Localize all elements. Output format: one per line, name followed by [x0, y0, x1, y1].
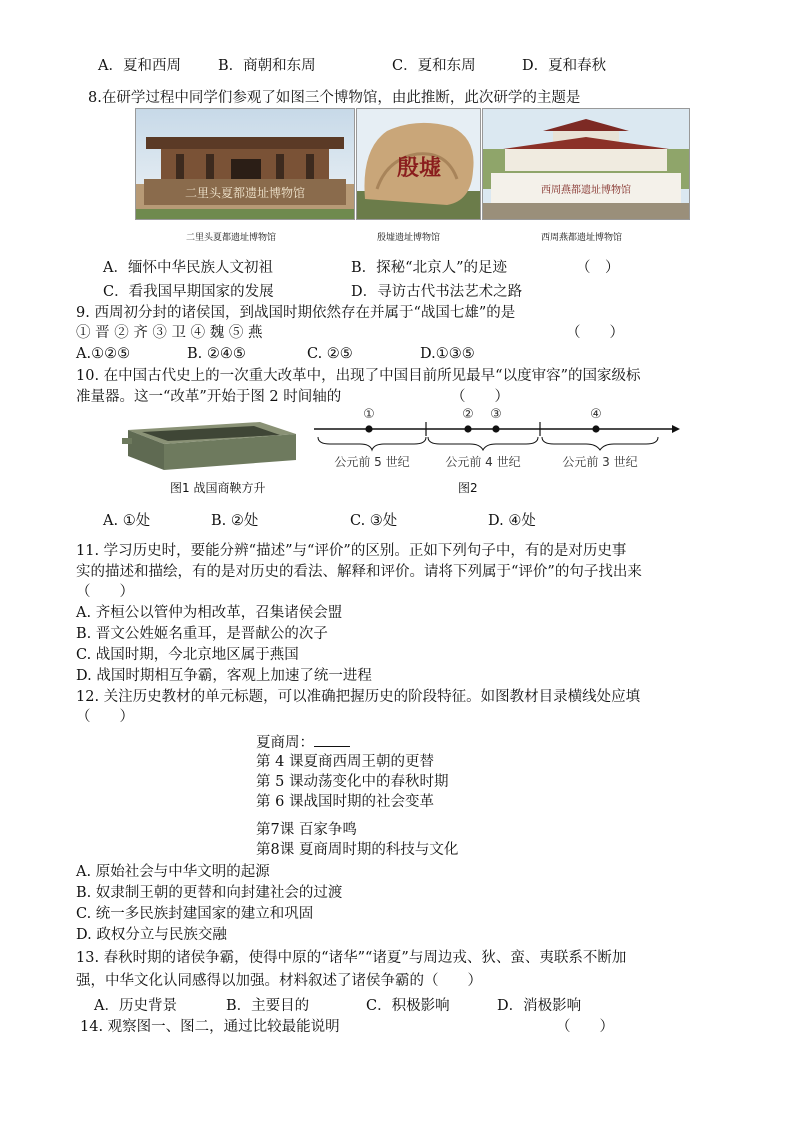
q13-stem-line2: 强，中华文化认同感得以加强。材料叙述了诸侯争霸的（ ）: [76, 973, 482, 989]
q13-option-a: A．历史背景: [94, 998, 177, 1014]
q12-toc-lesson-5: 第 5 课动荡变化中的春秋时期: [256, 774, 449, 790]
q11-stem-line2: 实的描述和描绘，有的是对历史的看法、解释和评价。请将下列属于“评价”的句子找出来: [76, 564, 642, 580]
q11-option-b: B. 晋文公姓姬名重耳，是晋献公的次子: [76, 626, 328, 642]
q12-toc-blank: [314, 732, 350, 747]
q8-caption-3: 西周燕都遗址博物馆: [541, 233, 623, 243]
q12-option-d: D. 政权分立与民族交融: [76, 927, 227, 943]
q13-option-c: C．积极影响: [366, 998, 450, 1014]
q10-fig2-caption: 图2: [458, 481, 478, 495]
timeline-mark-2: ②: [462, 407, 474, 422]
shang-yang-square-measure-image: [120, 412, 308, 472]
q10-option-c: C. ③处: [350, 513, 398, 529]
q7-option-b: B．商朝和东周: [218, 58, 316, 74]
q12-option-a: A. 原始社会与中华文明的起源: [76, 864, 270, 880]
q8-stem: 8.在研学过程中同学们参观了如图三个博物馆，由此推断，此次研学的主题是: [88, 90, 581, 106]
q12-option-c: C. 统一多民族封建国家的建立和巩固: [76, 906, 314, 922]
q8-option-d: D．寻访古代书法艺术之路: [351, 284, 523, 300]
timeline-label-4th-century: 公元前 4 世纪: [445, 455, 521, 469]
timeline-mark-4: ④: [590, 407, 602, 422]
q9-stem: 9. 西周初分封的诸侯国，到战国时期依然存在并属于“战国七雄”的是: [76, 305, 516, 321]
q12-option-b: B. 奴隶制王朝的更替和向封建社会的过渡: [76, 885, 343, 901]
q10-answer-paren: （ ）: [451, 389, 509, 405]
q8-option-c: C．看我国早期国家的发展: [103, 284, 274, 300]
q7-option-a: A．夏和西周: [98, 58, 181, 74]
q10-stem-line1: 10. 在中国古代史上的一次重大改革中，出现了中国目前所见最早“以度审容”的国家级标: [76, 368, 641, 384]
q13-stem-line1: 13. 春秋时期的诸侯争霸，使得中原的“诸华”“诸夏”与周边戎、狄、蛮、夷联系不断加: [76, 950, 627, 966]
q8-answer-paren: （ ）: [576, 260, 620, 276]
q12-stem: 12. 关注历史教材的单元标题，可以准确把握历史的阶段特征。如图教材目录横线处应填: [76, 689, 641, 705]
q12-toc-lesson-8: 第8课 夏商周时期的科技与文化: [256, 842, 459, 858]
yandu-photo-sign: 西周燕都遗址博物馆: [541, 185, 631, 196]
erlitou-museum-photo: [135, 108, 355, 220]
yinxu-photo-engraving: 殷墟: [396, 155, 442, 181]
q12-toc-lesson-4: 第 4 课夏商西周王朝的更替: [256, 754, 434, 770]
q10-fig1-caption: 图1 战国商鞅方升: [170, 481, 266, 495]
q9-list: ① 晋 ② 齐 ③ 卫 ④ 魏 ⑤ 燕: [76, 325, 263, 341]
timeline-point-4: [592, 425, 599, 432]
q10-stem-line2: 准量器。这一“改革”开始于图 2 时间轴的: [76, 389, 342, 405]
q9-option-d: D.①③⑤: [420, 346, 475, 362]
timeline-label-5th-century: 公元前 5 世纪: [334, 455, 410, 469]
q10-option-a: A. ①处: [103, 513, 151, 529]
q9-option-c: C. ②⑤: [307, 346, 353, 362]
q7-option-d: D．夏和春秋: [522, 58, 607, 74]
yinxu-museum-photo: [356, 108, 481, 220]
timeline-point-2: [464, 425, 471, 432]
q14-answer-paren: （ ）: [556, 1019, 614, 1035]
q8-caption-2: 殷墟遗址博物馆: [377, 233, 441, 243]
q11-answer-paren: （ ）: [76, 584, 134, 600]
q9-option-b: B. ②④⑤: [187, 346, 246, 362]
q9-answer-paren: （ ）: [566, 325, 624, 341]
q13-option-b: B．主要目的: [226, 998, 310, 1014]
yandu-museum-photo: [482, 108, 690, 220]
timeline-mark-3: ③: [490, 407, 502, 422]
q11-option-a: A. 齐桓公以管仲为相改革，召集诸侯会盟: [76, 605, 343, 621]
q12-toc-lesson-7: 第7课 百家争鸣: [256, 822, 357, 838]
q9-option-a: A.①②⑤: [76, 346, 131, 362]
timeline-point-3: [492, 425, 499, 432]
q14-stem: 14. 观察图一、图二，通过比较最能说明: [80, 1019, 340, 1035]
q12-toc-title: 夏商周：: [256, 732, 350, 753]
q8-caption-1: 二里头夏都遗址博物馆: [186, 233, 277, 243]
timeline-label-3rd-century: 公元前 3 世纪: [562, 455, 638, 469]
timeline-point-1: [365, 425, 372, 432]
q7-option-c: C．夏和东周: [392, 58, 476, 74]
timeline-mark-1: ①: [363, 407, 375, 422]
q12-answer-paren: （ ）: [76, 709, 134, 725]
erlitou-photo-sign: 二里头夏都遗址博物馆: [184, 186, 306, 200]
q8-option-b: B．探秘“北京人”的足迹: [351, 260, 507, 276]
q10-timeline: [310, 404, 680, 470]
q11-option-d: D. 战国时期相互争霸，客观上加速了统一进程: [76, 668, 372, 684]
q11-option-c: C. 战国时期，今北京地区属于燕国: [76, 647, 299, 663]
q12-toc-lesson-6: 第 6 课战国时期的社会变革: [256, 794, 434, 810]
q8-option-a: A．缅怀中华民族人文初祖: [103, 260, 273, 276]
q11-stem-line1: 11. 学习历史时，要能分辨“描述”与“评价”的区别。正如下列句子中，有的是对历史事: [76, 543, 627, 559]
q10-option-d: D. ④处: [488, 513, 536, 529]
q10-option-b: B. ②处: [211, 513, 259, 529]
q13-option-d: D．消极影响: [497, 998, 582, 1014]
